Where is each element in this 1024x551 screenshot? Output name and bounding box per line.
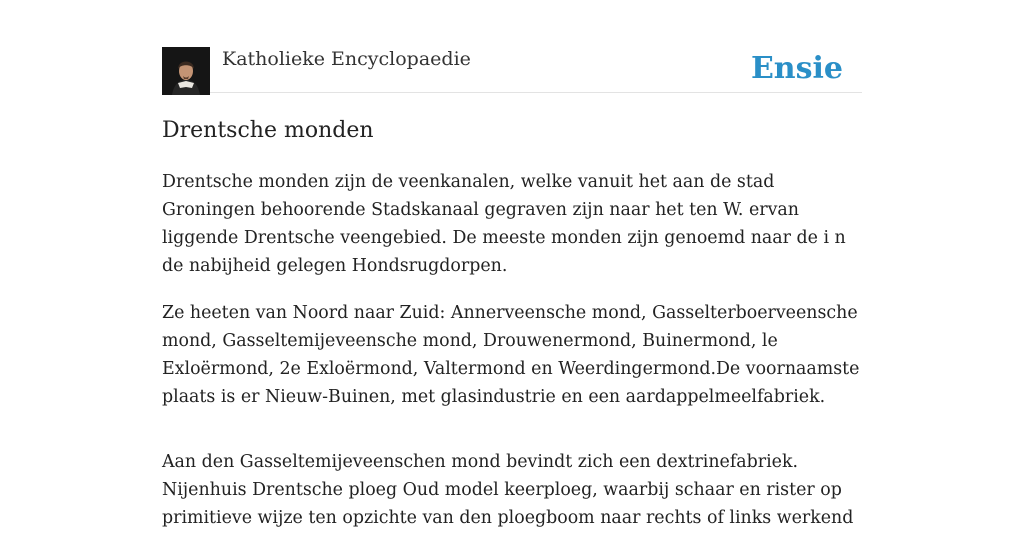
article-body: [162, 168, 862, 551]
article-title: Drentsche monden: [162, 118, 374, 143]
portrait-avatar-icon[interactable]: [162, 47, 210, 95]
page: [162, 0, 862, 528]
site-header: [162, 44, 862, 93]
paragraph-3: Aan den Gasseltemijeveenschen mond bevindt zich een dextrinefabriek. Nijenhuis Drentsche ploeg Oud model keerploeg, waarbij schaar en rister op primitieve wijze ten opzichte van den ploegboom naar rechts of links werkend: [162, 452, 854, 528]
paragraph-2: Ze heeten van Noord naar Zuid: Annerveensche mond, Gasselterboerveensche mond, Gasseltemijeveensche mond, Drouwenermond, Buinermond, le Exloërmond, 2e Exloërmond, Valtermond en Weerdingermond.De voornaamste plaats is er Nieuw-Buinen, met glasindustrie en een aardappelmeelfabriek.: [162, 303, 860, 407]
paragraph-spacer: [162, 430, 862, 448]
source-title[interactable]: Katholieke Encyclopaedie: [222, 48, 471, 70]
portrait-svg: [162, 47, 210, 95]
paragraph-1: Drentsche monden zijn de veenkanalen, welke vanuit het aan de stad Groningen behoorende Stadskanaal gegraven zijn naar het ten W. ervan liggende Drentsche veengebied. De meeste monden zijn genoemd naar de i n de nabijheid gelegen Hondsrugdorpen.: [162, 172, 846, 276]
brand-logo[interactable]: Ensie: [750, 51, 843, 86]
